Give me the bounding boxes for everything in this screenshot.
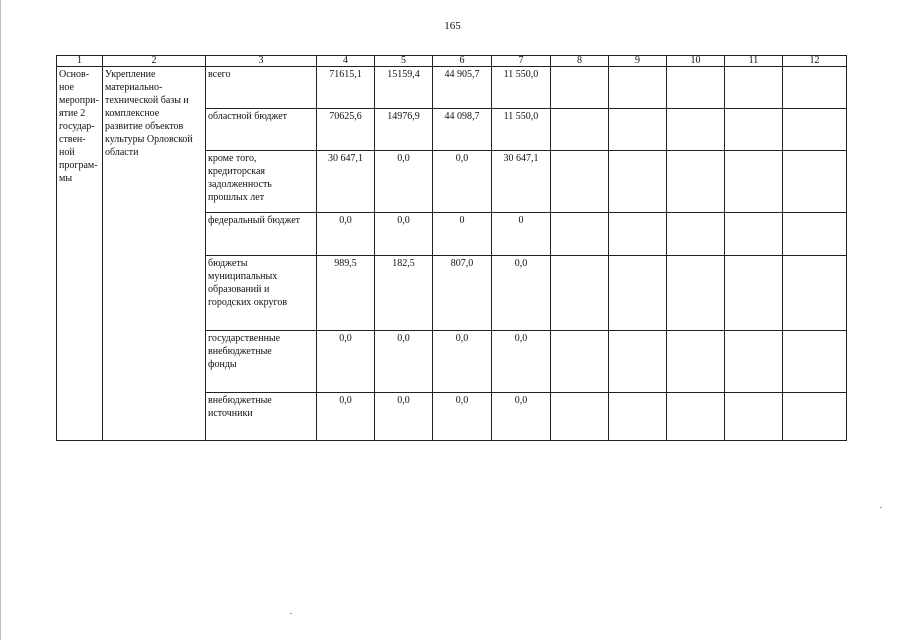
value-cell: 11 550,0 <box>492 67 551 109</box>
value-cell: 30 647,1 <box>317 151 375 213</box>
empty-cell <box>609 109 667 151</box>
empty-cell <box>609 331 667 393</box>
measure-line: ятие 2 <box>59 108 86 119</box>
empty-cell <box>725 256 783 331</box>
description-line: комплексное <box>105 108 160 119</box>
measure-cell <box>57 67 103 441</box>
value-cell: 0,0 <box>375 393 433 441</box>
value-cell: 0,0 <box>492 331 551 393</box>
scan-speck <box>290 613 292 614</box>
value-cell: 0,0 <box>492 393 551 441</box>
header-cell: 9 <box>609 56 667 67</box>
source-label-line: кроме того, <box>208 153 257 164</box>
empty-cell <box>551 331 609 393</box>
empty-cell <box>609 213 667 256</box>
description-line: материально- <box>105 82 163 93</box>
measure-line: государ- <box>59 121 95 132</box>
source-label-line: муниципальных <box>208 271 278 282</box>
measure-line: ствен- <box>59 134 86 145</box>
empty-cell <box>551 256 609 331</box>
value-cell: 807,0 <box>433 256 492 331</box>
value-cell: 44 905,7 <box>433 67 492 109</box>
source-label-line: городских округов <box>208 297 288 308</box>
empty-cell <box>609 151 667 213</box>
empty-cell <box>667 151 725 213</box>
measure-line: програм- <box>59 160 98 171</box>
value-cell: 71615,1 <box>317 67 375 109</box>
empty-cell <box>725 67 783 109</box>
value-cell: 0,0 <box>375 331 433 393</box>
empty-cell <box>725 331 783 393</box>
source-label-line: областной бюджет <box>208 111 288 122</box>
value-cell: 0,0 <box>492 256 551 331</box>
header-cell: 6 <box>433 56 492 67</box>
value-cell: 0,0 <box>317 213 375 256</box>
description-line: технической базы и <box>105 95 189 106</box>
description-line: области <box>105 147 139 158</box>
value-cell: 0 <box>492 213 551 256</box>
measure-line: ной <box>59 147 75 158</box>
source-label-line: источники <box>208 408 253 419</box>
header-cell: 1 <box>57 56 103 67</box>
empty-cell <box>783 109 847 151</box>
empty-cell <box>609 256 667 331</box>
budget-table <box>56 55 847 441</box>
source-label-line: кредиторская <box>208 166 266 177</box>
source-label <box>206 67 317 109</box>
measure-line: ное <box>59 82 74 93</box>
value-cell: 70625,6 <box>317 109 375 151</box>
source-label-line: фонды <box>208 359 237 370</box>
source-label-line: федеральный бюджет <box>208 215 301 226</box>
value-cell: 30 647,1 <box>492 151 551 213</box>
value-cell: 0,0 <box>433 151 492 213</box>
header-cell: 3 <box>206 56 317 67</box>
empty-cell <box>667 331 725 393</box>
description-line: развитие объектов <box>105 121 184 132</box>
empty-cell <box>551 393 609 441</box>
empty-cell <box>783 151 847 213</box>
description-cell <box>103 67 206 441</box>
empty-cell <box>551 109 609 151</box>
source-label-line: бюджеты <box>208 258 248 269</box>
header-cell: 5 <box>375 56 433 67</box>
source-label <box>206 109 317 151</box>
empty-cell <box>783 331 847 393</box>
value-cell: 15159,4 <box>375 67 433 109</box>
empty-cell <box>667 67 725 109</box>
value-cell: 182,5 <box>375 256 433 331</box>
table-row <box>57 67 847 109</box>
empty-cell <box>667 213 725 256</box>
source-label-line: образований и <box>208 284 270 295</box>
header-cell: 11 <box>725 56 783 67</box>
source-label <box>206 256 317 331</box>
header-cell: 2 <box>103 56 206 67</box>
value-cell: 0,0 <box>317 331 375 393</box>
page-number: 165 <box>444 20 461 32</box>
measure-line: меропри- <box>59 95 99 106</box>
source-label-line: внебюджетные <box>208 395 272 406</box>
source-label <box>206 151 317 213</box>
source-label <box>206 331 317 393</box>
value-cell: 0,0 <box>433 393 492 441</box>
value-cell: 0 <box>433 213 492 256</box>
empty-cell <box>783 256 847 331</box>
scan-edge-line <box>0 0 1 640</box>
source-label <box>206 213 317 256</box>
empty-cell <box>609 67 667 109</box>
measure-line: мы <box>59 173 73 184</box>
empty-cell <box>667 109 725 151</box>
header-cell: 4 <box>317 56 375 67</box>
header-cell: 12 <box>783 56 847 67</box>
value-cell: 989,5 <box>317 256 375 331</box>
header-cell: 7 <box>492 56 551 67</box>
value-cell: 0,0 <box>375 213 433 256</box>
empty-cell <box>667 393 725 441</box>
empty-cell <box>725 109 783 151</box>
scan-speck <box>880 507 882 508</box>
empty-cell <box>551 67 609 109</box>
empty-cell <box>783 213 847 256</box>
empty-cell <box>551 213 609 256</box>
empty-cell <box>725 213 783 256</box>
source-label <box>206 393 317 441</box>
value-cell: 0,0 <box>375 151 433 213</box>
header-cell: 10 <box>667 56 725 67</box>
description-line: культуры Орловской <box>105 134 193 145</box>
empty-cell <box>667 256 725 331</box>
value-cell: 14976,9 <box>375 109 433 151</box>
value-cell: 0,0 <box>433 331 492 393</box>
empty-cell <box>551 151 609 213</box>
value-cell: 44 098,7 <box>433 109 492 151</box>
source-label-line: государственные <box>208 333 281 344</box>
value-cell: 0,0 <box>317 393 375 441</box>
empty-cell <box>783 393 847 441</box>
empty-cell <box>609 393 667 441</box>
header-cell: 8 <box>551 56 609 67</box>
empty-cell <box>725 151 783 213</box>
header-row <box>57 56 847 67</box>
empty-cell <box>725 393 783 441</box>
source-label-line: прошлых лет <box>208 192 265 203</box>
source-label-line: всего <box>208 69 231 80</box>
description-line: Укрепление <box>105 69 156 80</box>
empty-cell <box>783 67 847 109</box>
value-cell: 11 550,0 <box>492 109 551 151</box>
source-label-line: задолженность <box>208 179 272 190</box>
measure-line: Основ- <box>59 69 90 80</box>
source-label-line: внебюджетные <box>208 346 272 357</box>
